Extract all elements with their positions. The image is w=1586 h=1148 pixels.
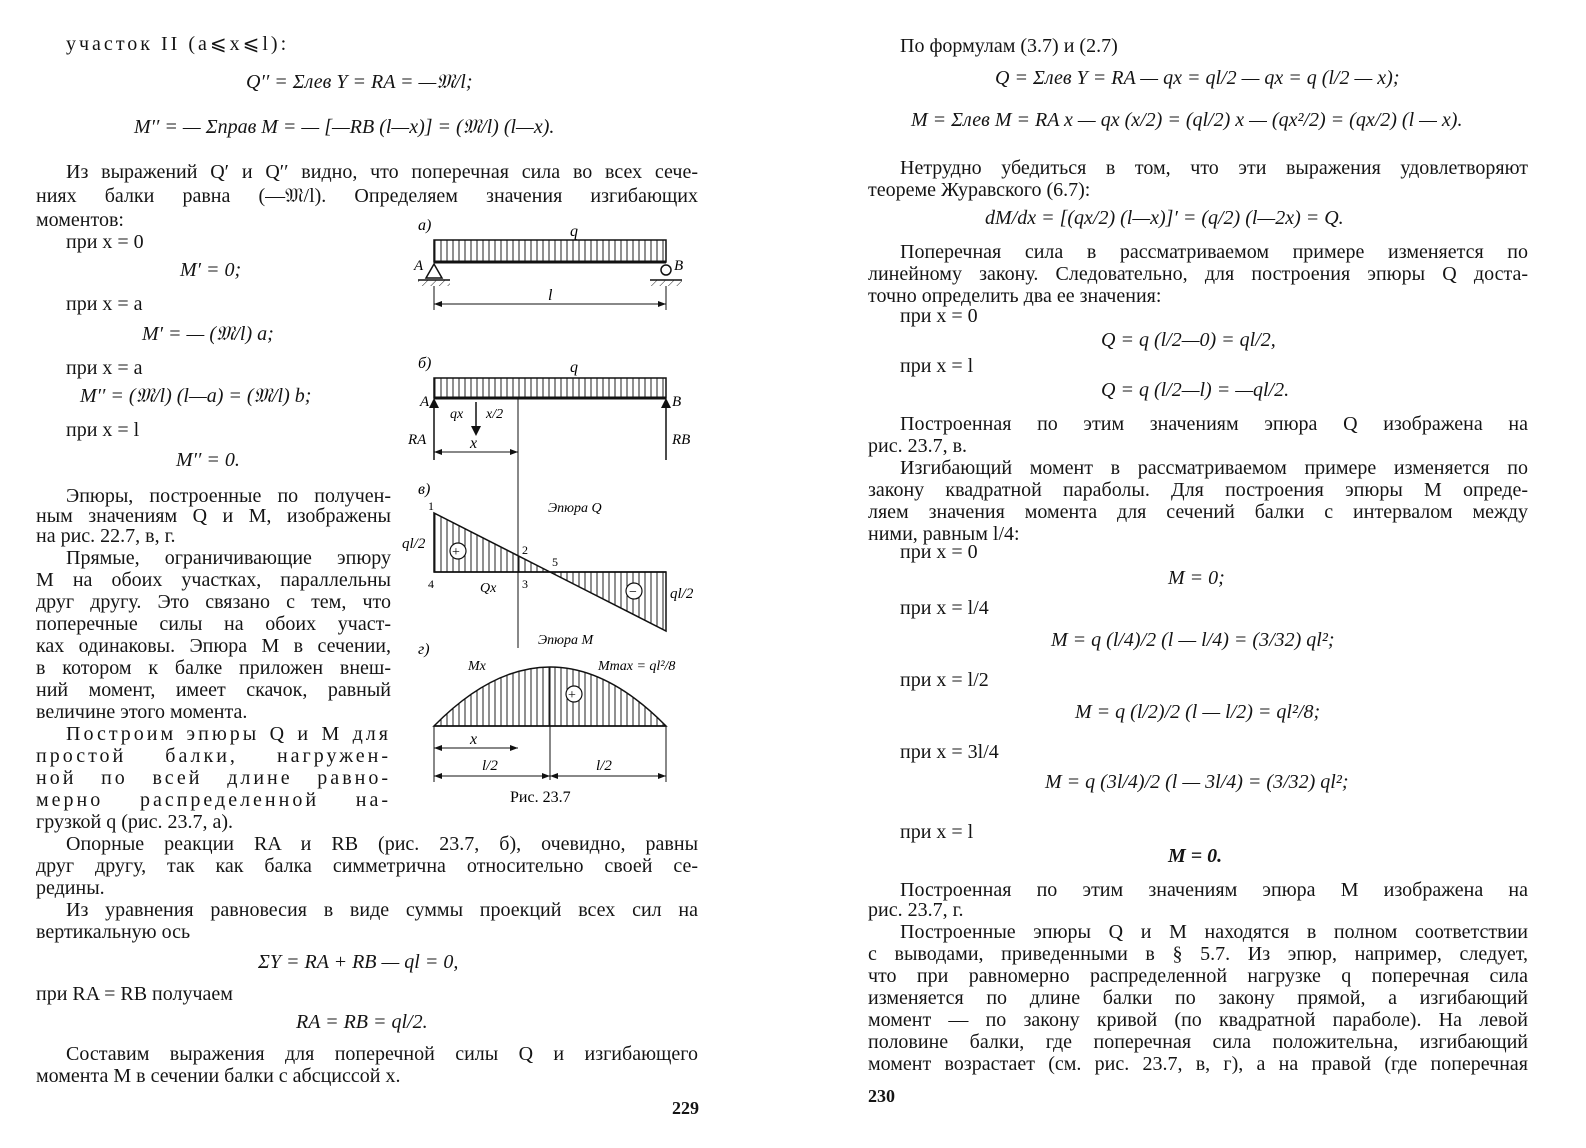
text-line: при x = l/2 bbox=[900, 669, 989, 691]
text-line: Нетрудно убедиться в том, что эти выражения удовлетворяют bbox=[900, 157, 1528, 179]
text-line: По формулам (3.7) и (2.7) bbox=[900, 35, 1118, 57]
equation: RA = RB = ql/2. bbox=[296, 1011, 428, 1033]
text-line: Опорные реакции RA и RB (рис. 23.7, б), очевидно, равны bbox=[66, 833, 698, 855]
text-line: поперечные силы на обоих участ- bbox=[36, 613, 391, 635]
text-line: участок II (a⩽x⩽l): bbox=[66, 33, 290, 55]
text-line: при x = 0 bbox=[900, 541, 978, 563]
equation: M′ = — (𝔐/l) a; bbox=[142, 323, 274, 345]
text-line: при x = a bbox=[66, 293, 143, 315]
equation: M′′ = — Σправ M = — [—RB (l—x)] = (𝔐/l) (l—x). bbox=[134, 116, 555, 138]
label-RB: RB bbox=[672, 432, 691, 448]
load-q-a bbox=[434, 240, 666, 262]
equation: M′′ = (𝔐/l) (l—a) = (𝔐/l) b; bbox=[80, 385, 312, 407]
equation: M′′ = 0. bbox=[176, 449, 240, 471]
equation: Q = q (l/2—0) = ql/2, bbox=[1101, 329, 1276, 351]
page-number: 230 bbox=[868, 1086, 895, 1106]
equation: dM/dx = [(qx/2) (l—x)]′ = (q/2) (l—2x) = Q. bbox=[985, 207, 1344, 229]
text-line: изменяется по длине балки по закону прямой, а изгибающий bbox=[868, 987, 1528, 1009]
label-ql2-left: ql/2 bbox=[402, 536, 426, 552]
page-230 bbox=[793, 0, 1586, 1148]
point-2: 2 bbox=[522, 543, 528, 557]
text-line: при x = l bbox=[66, 419, 140, 441]
label-q-b: q bbox=[570, 359, 578, 376]
equation: Q = q (l/2—l) = —ql/2. bbox=[1101, 379, 1290, 401]
text-line: друг другу, так как балка симметрична относительно своей се- bbox=[36, 855, 698, 877]
text-line: Построенные эпюры Q и M находятся в полном соответствии bbox=[900, 921, 1528, 943]
label-v: в) bbox=[418, 481, 431, 498]
text-line: в котором к балке приложен внеш- bbox=[36, 657, 391, 679]
text-line: M на обоих участках, параллельны bbox=[36, 569, 391, 591]
text-line: редины. bbox=[36, 877, 105, 899]
label-A: A bbox=[414, 258, 424, 274]
point-4: 4 bbox=[428, 577, 434, 591]
text-line: друг другу. Это связано с тем, что bbox=[36, 591, 391, 613]
label-x-g: x bbox=[470, 731, 478, 748]
minus-q: − bbox=[629, 585, 637, 600]
load-q-b bbox=[434, 378, 666, 398]
label-g: г) bbox=[418, 641, 430, 658]
label-b: б) bbox=[418, 355, 432, 372]
text-line: при x = l bbox=[900, 355, 974, 377]
text-line: момента M в сечении балки с абсциссой x. bbox=[36, 1065, 401, 1087]
text-line: при x = l/4 bbox=[900, 597, 989, 619]
text-line: при x = a bbox=[66, 357, 143, 379]
point-1: 1 bbox=[428, 499, 434, 513]
text-line: ным значениям Q и M, изображены bbox=[36, 505, 391, 527]
label-x-half: x/2 bbox=[486, 407, 504, 422]
label-qx: qx bbox=[450, 407, 464, 422]
equation: ΣY = RA + RB — ql = 0, bbox=[258, 951, 459, 973]
roller-support-b bbox=[661, 265, 671, 275]
text-line: момент — по закону кривой (по квадратной параболе). На левой bbox=[868, 1009, 1528, 1031]
plus-q: + bbox=[452, 545, 460, 560]
text-line: рис. 23.7, г. bbox=[868, 899, 964, 921]
text-line: Поперечная сила в рассматриваемом примере изменяется по bbox=[900, 241, 1528, 263]
text-line: точно определить два ее значения: bbox=[868, 285, 1162, 307]
text-line: на рис. 22.7, в, г. bbox=[36, 525, 176, 547]
text-line: рис. 23.7, в. bbox=[868, 435, 968, 457]
pin-support-a bbox=[426, 264, 442, 278]
text-line: простой балки, нагружен- bbox=[36, 745, 391, 767]
q-diagram-positive bbox=[434, 513, 550, 572]
text-line: при x = 3l/4 bbox=[900, 741, 999, 763]
text-line: вертикальную ось bbox=[36, 921, 191, 943]
text-line: Построенная по этим значениям эпюра Q изображена на bbox=[900, 413, 1528, 435]
text-line: при RA = RB получаем bbox=[36, 983, 233, 1005]
equation: Q′′ = Σлев Y = RA = —𝔐/l; bbox=[246, 71, 473, 93]
text-line: линейному закону. Следовательно, для построения эпюры Q доста- bbox=[868, 263, 1528, 285]
text-line: при x = 0 bbox=[66, 231, 144, 253]
label-x-b: x bbox=[470, 435, 478, 452]
text-line: при x = l bbox=[900, 821, 974, 843]
label-Mmax: Mmax = ql²/8 bbox=[598, 659, 676, 674]
text-line: половине балки, где поперечная сила положительна, изгибающий bbox=[868, 1031, 1528, 1053]
point-3: 3 bbox=[522, 577, 528, 591]
text-line: Составим выражения для поперечной силы Q и изгибающего bbox=[66, 1043, 698, 1065]
text-line: при x = 0 bbox=[900, 305, 978, 327]
label-q-a: q bbox=[570, 223, 578, 240]
q-diagram-negative bbox=[550, 572, 666, 631]
text-line: величине этого момента. bbox=[36, 701, 248, 723]
title-epure-q: Эпюра Q bbox=[548, 501, 602, 516]
plus-m: + bbox=[568, 688, 576, 703]
figure-23-7 bbox=[398, 208, 708, 808]
equation: M′ = 0; bbox=[180, 259, 242, 281]
text-line: Из уравнения равновесия в виде суммы проекций всех сил на bbox=[66, 899, 698, 921]
label-a: а) bbox=[418, 217, 432, 234]
text-line: грузкой q (рис. 23.7, а). bbox=[36, 811, 234, 833]
text-line: теореме Журавского (6.7): bbox=[868, 179, 1091, 201]
title-epure-m: Эпюра M bbox=[538, 633, 594, 648]
equation: M = q (3l/4)/2 (l — 3l/4) = (3/32) ql²; bbox=[1045, 771, 1349, 793]
text-line: что при равномерно распределенной нагрузке q поперечная сила bbox=[868, 965, 1528, 987]
label-l: l bbox=[548, 287, 553, 304]
text-line: ках одинаковы. Эпюра M в сечении, bbox=[36, 635, 391, 657]
label-B-b: B bbox=[672, 394, 682, 410]
text-line: момент возрастает (см. рис. 23.7, в, г), а на правой (где поперечная bbox=[868, 1053, 1528, 1075]
equation: M = Σлев M = RA x — qx (x/2) = (ql/2) x — (qx²/2) = (qx/2) (l — x). bbox=[911, 109, 1463, 131]
equation: M = q (l/4)/2 (l — l/4) = (3/32) ql²; bbox=[1051, 629, 1335, 651]
text-line: Эпюры, построенные по получен- bbox=[66, 485, 391, 507]
text-line: ниях балки равна (—𝔐/l). Определяем значения изгибающих bbox=[36, 185, 698, 207]
equation: M = q (l/2)/2 (l — l/2) = ql²/8; bbox=[1075, 701, 1321, 723]
text-line: Изгибающий момент в рассматриваемом примере изменяется по bbox=[900, 457, 1528, 479]
label-Qx: Qx bbox=[480, 581, 497, 596]
text-line: ляем значения момента для сечений балки с интервалом между bbox=[868, 501, 1528, 523]
text-line: мерно распределенной на- bbox=[36, 789, 391, 811]
figure-caption: Рис. 23.7 bbox=[510, 789, 571, 806]
equation: M = 0. bbox=[1168, 845, 1223, 867]
label-B: B bbox=[674, 258, 684, 274]
label-RA: RA bbox=[408, 432, 427, 448]
text-line: моментов: bbox=[36, 209, 124, 231]
point-5: 5 bbox=[552, 555, 558, 569]
text-line: Из выражений Q′ и Q′′ видно, что поперечная сила во всех сече- bbox=[66, 161, 698, 183]
text-line: ной по всей длине равно- bbox=[36, 767, 391, 789]
label-Mx: Mx bbox=[468, 659, 486, 674]
page-number: 229 bbox=[672, 1098, 699, 1118]
label-A-b: A bbox=[420, 394, 430, 410]
label-l-half-right: l/2 bbox=[596, 758, 612, 774]
equation: Q = Σлев Y = RA — qx = ql/2 — qx = q (l/2 — x); bbox=[995, 67, 1400, 89]
label-ql2-right: ql/2 bbox=[670, 586, 694, 602]
text-line: Построенная по этим значениям эпюра M изображена на bbox=[900, 879, 1528, 901]
equation: M = 0; bbox=[1168, 567, 1225, 589]
text-line: ними, равным l/4: bbox=[868, 523, 1020, 545]
text-line: закону квадратной параболы. Для построения эпюры M опреде- bbox=[868, 479, 1528, 501]
text-line: с выводами, приведенными в § 5.7. Из эпюр, например, следует, bbox=[868, 943, 1528, 965]
text-line: Прямые, ограничивающие эпюру bbox=[66, 547, 391, 569]
text-line: Построим эпюры Q и M для bbox=[66, 723, 391, 745]
text-line: ний момент, имеет скачок, равный bbox=[36, 679, 391, 701]
label-l-half-left: l/2 bbox=[482, 758, 498, 774]
